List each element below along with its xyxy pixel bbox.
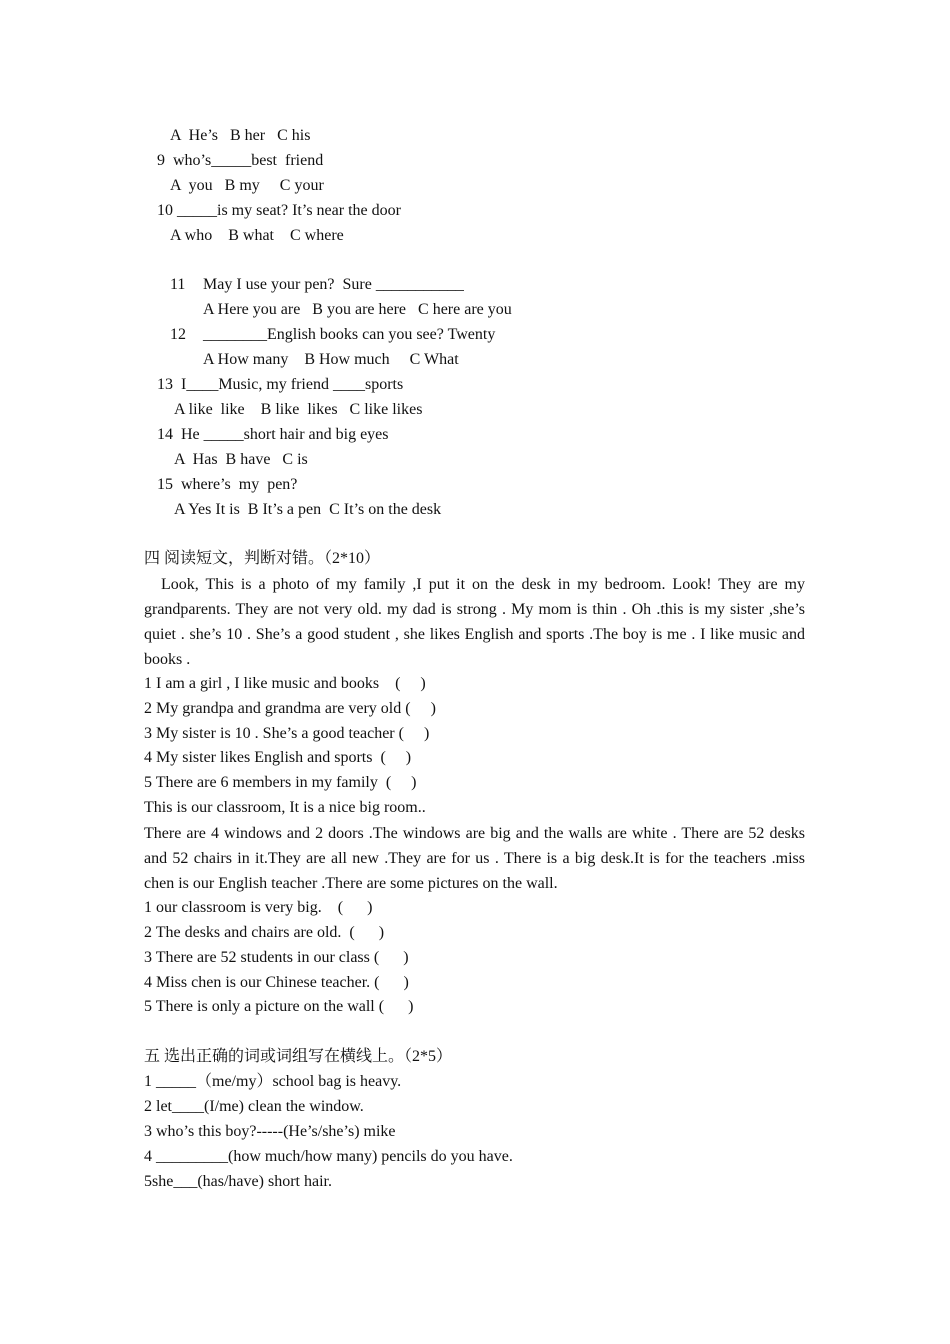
q11-text: May I use your pen? Sure ___________ (203, 276, 464, 293)
q10-text: 10 _____is my seat? It’s near the door (157, 202, 401, 219)
q14-options: A Has B have C is (174, 451, 308, 468)
q15-options: A Yes It is B It’s a pen C It’s on the desk (174, 501, 442, 518)
q13-options: A like like B like likes C like likes (174, 401, 423, 418)
judgement-item: 2 The desks and chairs are old. ( ) (144, 924, 385, 941)
judgement-item: 3 My sister is 10 . She’s a good teacher ( ) (144, 725, 430, 742)
judgement-item: 4 Miss chen is our Chinese teacher. ( ) (144, 974, 409, 991)
q12-number: 12 (170, 326, 186, 343)
q11-number: 11 (170, 276, 186, 293)
section-four-heading: 四 阅读短文，判断对错。（2*10） (144, 550, 381, 567)
judgement-item: 5 There is only a picture on the wall ( ) (144, 998, 414, 1015)
fill-blank-item: 3 who’s this boy?-----(He’s/she’s) mike (144, 1123, 396, 1140)
reading-passage-one: Look, This is a photo of my family ,I put it on the desk in my bedroom. Look! They are my grandparents. They are not very old. my dad is strong . My mom is thin . Oh .this is my sister ,she’s quiet . she’s 10 . She’s a good student , she likes English and sports .The boy is me . I like music and books . (144, 576, 805, 668)
fill-blank-item: 1 _____（me/my）school bag is heavy. (144, 1073, 402, 1090)
q12-options: A How many B How much C What (203, 351, 459, 368)
reading-passage-two: There are 4 windows and 2 doors .The windows are big and the walls are white . There are 52 desks and 52 chairs in it.They are all new .They are for us . There is a big desk.It is for the teachers .miss chen is our English teacher .There are some pictures on the wall. (144, 825, 805, 892)
judgement-item: 1 our classroom is very big. ( ) (144, 899, 373, 916)
q11-options: A Here you are B you are here C here are you (203, 301, 512, 318)
q12-text: ________English books can you see? Twenty (203, 326, 496, 343)
q14-text: 14 He _____short hair and big eyes (157, 426, 389, 443)
q8-options: A He’s B her C his (170, 127, 311, 144)
fill-blank-item: 4 _________(how much/how many) pencils do you have. (144, 1148, 513, 1165)
judgement-item: 5 There are 6 members in my family ( ) (144, 774, 417, 791)
judgement-item: 2 My grandpa and grandma are very old ( ) (144, 700, 436, 717)
fill-blank-item: 5she___(has/have) short hair. (144, 1173, 332, 1190)
fill-blank-item: 2 let____(I/me) clean the window. (144, 1098, 364, 1115)
section-five-heading: 五 选出正确的词或词组写在横线上。（2*5） (144, 1048, 453, 1065)
judgement-item: 3 There are 52 students in our class ( ) (144, 949, 409, 966)
judgement-item: 1 I am a girl , I like music and books ( ) (144, 675, 426, 692)
q15-text: 15 where’s my pen? (157, 476, 298, 493)
reading-passage-two-intro: This is our classroom, It is a nice big room.. (144, 799, 426, 816)
q13-text: 13 I____Music, my friend ____sports (157, 376, 404, 393)
judgement-item: 4 My sister likes English and sports ( ) (144, 749, 412, 766)
q10-options: A who B what C where (170, 227, 344, 244)
q9-options: A you B my C your (170, 177, 324, 194)
q9-text: 9 who’s_____best friend (157, 152, 324, 169)
